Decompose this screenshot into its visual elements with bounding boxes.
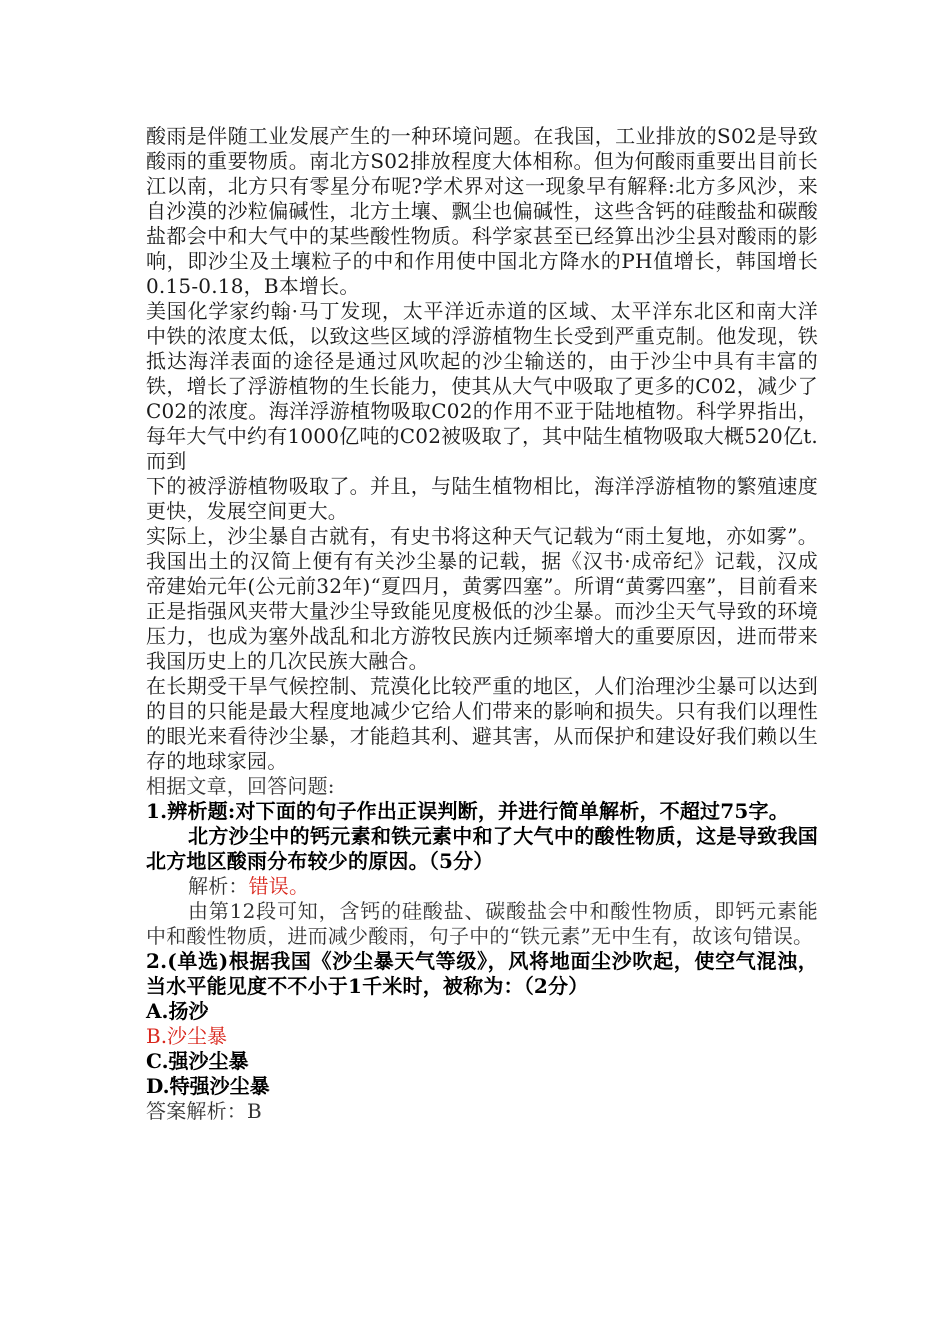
question-1 bbox=[146, 799, 818, 949]
question-1-statement: 北方沙尘中的钙元素和铁元素中和了大气中的酸性物质，这是导致我国北方地区酸雨分布较少的原因。（5分） bbox=[146, 824, 818, 873]
question-1-prompt: 1.辨析题:对下面的句子作出正误判断，并进行简单解析，不超过75字。 bbox=[146, 799, 789, 823]
article-paragraph: 美国化学家约翰·马丁发现，太平洋近赤道的区域、太平洋东北区和南大洋中铁的浓度太低，以致这些区域的浮游植物生长受到严重克制。他发现，铁抵达海洋表面的途径是通过风吹起的沙尘输送的，由于沙尘中具有丰富的铁，增长了浮游植物的生长能力，使其从大气中吸取了更多的C02，减少了C02的浓度。海洋浮游植物吸取C02的作用不亚于陆地植物。科学界指出，每年大气中约有1000亿吨的C02被吸取了，其中陆生植物吸取大概520亿t.而到 bbox=[146, 299, 818, 473]
article-paragraph: 下的被浮游植物吸取了。并且，与陆生植物相比，海洋浮游植物的繁殖速度更快，发展空间更大。 bbox=[146, 474, 818, 523]
question-2-answer: 答案解析：B bbox=[146, 1099, 262, 1123]
question-2-prompt: 2.(单选)根据我国《沙尘暴天气等级》，风将地面尘沙吹起，使空气混浊，当水平能见度不不小于1千米时，被称为：（2分） bbox=[146, 949, 818, 998]
question-1-analysis bbox=[146, 874, 818, 899]
article-paragraph: 在长期受干旱气候控制、荒漠化比较严重的地区，人们治理沙尘暴可以达到的目的只能是最大程度地减少它给人们带来的影响和损失。只有我们以理性的眼光来看待沙尘暴，才能趋其利、避其害，从而保护和建设好我们赖以生存的地球家园。 bbox=[146, 674, 818, 773]
article bbox=[146, 124, 818, 774]
questions-intro: 相据文章，回答问题: bbox=[146, 774, 335, 798]
question-2 bbox=[146, 949, 818, 1124]
option-d: D.特强沙尘暴 bbox=[146, 1074, 270, 1098]
verdict: 错误。 bbox=[248, 874, 310, 898]
analysis-label: 解析： bbox=[188, 874, 249, 898]
option-a: A.扬沙 bbox=[146, 999, 209, 1023]
question-1-explanation: 由第12段可知，含钙的硅酸盐、碳酸盐会中和酸性物质，即钙元素能中和酸性物质，进而减少酸雨，句子中的“铁元素”无中生有，故该句错误。 bbox=[146, 899, 818, 948]
article-paragraph: 酸雨是伴随工业发展产生的一种环境问题。在我国，工业排放的S02是导致酸雨的重要物质。南北方S02排放程度大体相称。但为何酸雨重要出目前长江以南，北方只有零星分布呢?学术界对这一现象早有解释:北方多风沙，来自沙漠的沙粒偏碱性，北方土壤、飘尘也偏碱性，这些含钙的硅酸盐和碳酸盐都会中和大气中的某些酸性物质。科学家甚至已经算出沙尘县对酸雨的影响，即沙尘及土壤粒子的中和作用使中国北方降水的PH值增长，韩国增长0.15-0.18，B本增长。 bbox=[146, 124, 818, 298]
option-c: C.强沙尘暴 bbox=[146, 1049, 249, 1073]
article-paragraph: 实际上，沙尘暴自古就有，有史书将这种天气记载为“雨土复地，亦如雾”。我国出土的汉简上便有有关沙尘暴的记载，据《汉书·成帝纪》记载，汉成帝建始元年(公元前32年)“夏四月，黄雾四塞”。所谓“黄雾四塞”，目前看来正是指强风夹带大量沙尘导致能见度极低的沙尘暴。而沙尘天气导致的环境压力，也成为塞外战乱和北方游牧民族内迁频率增大的重要原因，进而带来我国历史上的几次民族大融合。 bbox=[146, 524, 818, 673]
document-page bbox=[146, 124, 818, 1124]
option-b-correct: B.沙尘暴 bbox=[146, 1024, 228, 1048]
